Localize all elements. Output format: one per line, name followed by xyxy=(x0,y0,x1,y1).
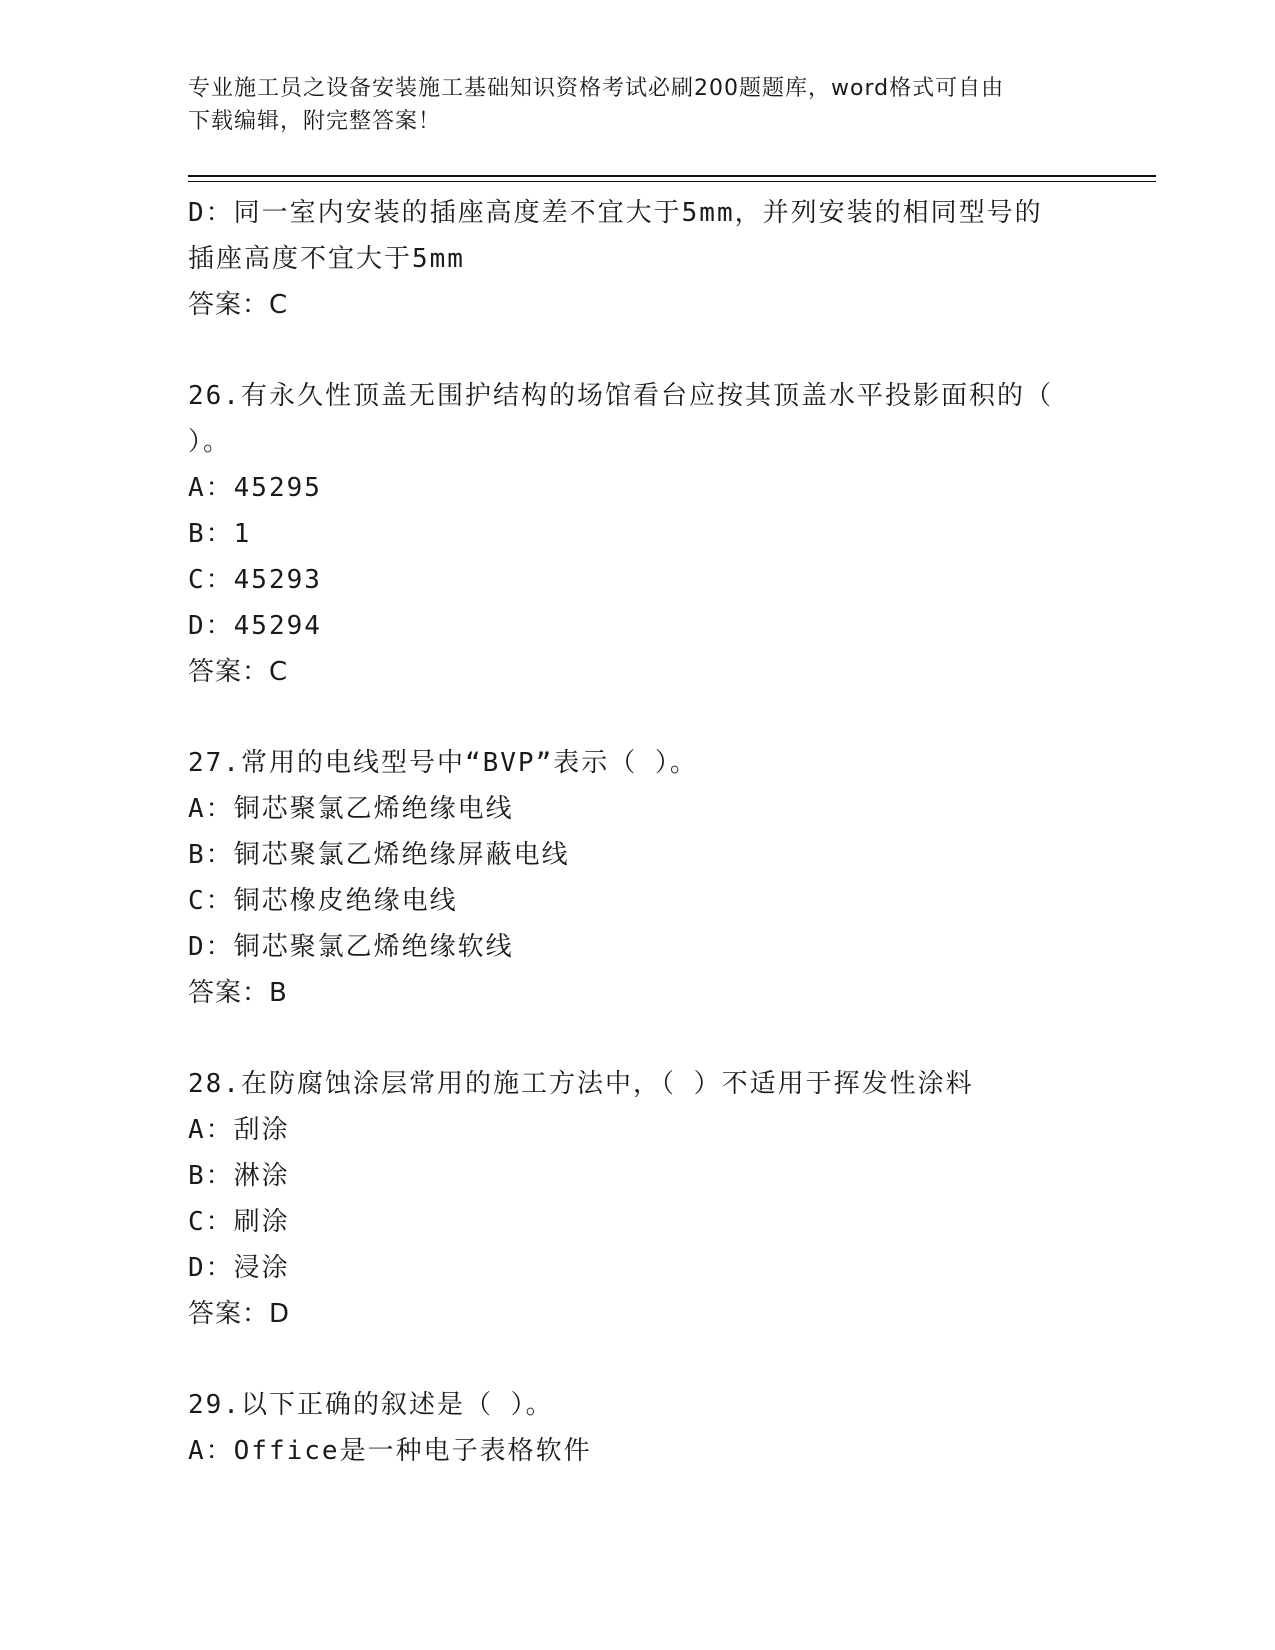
option-d: D：铜芯聚氯乙烯绝缘软线 xyxy=(188,932,514,962)
option-b: B：1 xyxy=(188,519,252,549)
answer-value: D xyxy=(269,1299,291,1329)
question-25-continuation xyxy=(188,190,1068,328)
question-content xyxy=(188,190,1068,1474)
option-c: C：刷涂 xyxy=(188,1207,290,1237)
question-stem: 29.以下正确的叙述是（ ）。 xyxy=(188,1390,554,1420)
header-title-line-2: 下载编辑，附完整答案！ xyxy=(188,109,442,134)
question-27 xyxy=(188,740,1068,1016)
option-d: D：浸涂 xyxy=(188,1253,290,1283)
question-stem: 28.在防腐蚀涂层常用的施工方法中，（ ）不适用于挥发性涂料 xyxy=(188,1069,974,1099)
option-d-continued: 插座高度不宜大于5mm xyxy=(188,244,465,274)
question-stem-continued: ）。 xyxy=(188,427,232,457)
question-stem: 27.常用的电线型号中“BVP”表示（ ）。 xyxy=(188,748,698,778)
option-a: A：45295 xyxy=(188,473,322,503)
option-a: A：Office是一种电子表格软件 xyxy=(188,1436,592,1466)
option-c: C：铜芯橡皮绝缘电线 xyxy=(188,886,458,916)
header-divider xyxy=(188,175,1156,177)
option-b: B：淋涂 xyxy=(188,1161,290,1191)
answer-label: 答案： xyxy=(188,1299,270,1329)
header-divider-thin xyxy=(188,181,1156,182)
document-header xyxy=(188,72,1068,138)
header-title-line-1: 专业施工员之设备安装施工基础知识资格考试必刷200题题库，word格式可自由 xyxy=(188,76,1005,101)
option-a: A：铜芯聚氯乙烯绝缘电线 xyxy=(188,794,514,824)
answer-line xyxy=(188,649,1068,695)
option-a: A：刮涂 xyxy=(188,1115,290,1145)
answer-value: C xyxy=(269,657,289,687)
answer-value: C xyxy=(269,290,289,320)
answer-line xyxy=(188,1291,1068,1337)
answer-label: 答案： xyxy=(188,657,270,687)
answer-value: B xyxy=(269,978,288,1008)
answer-label: 答案： xyxy=(188,290,270,320)
spacer xyxy=(188,328,1068,373)
question-stem: 26.有永久性顶盖无围护结构的场馆看台应按其顶盖水平投影面积的（ xyxy=(188,381,1053,411)
answer-line xyxy=(188,282,1068,328)
spacer xyxy=(188,1016,1068,1061)
option-d: D：同一室内安装的插座高度差不宜大于5mm，并列安装的相同型号的 xyxy=(188,198,1043,228)
question-26 xyxy=(188,373,1068,695)
question-28 xyxy=(188,1061,1068,1337)
option-c: C：45293 xyxy=(188,565,322,595)
spacer xyxy=(188,1337,1068,1382)
option-d: D：45294 xyxy=(188,611,322,641)
answer-line xyxy=(188,970,1068,1016)
answer-label: 答案： xyxy=(188,978,270,1008)
question-29 xyxy=(188,1382,1068,1474)
option-b: B：铜芯聚氯乙烯绝缘屏蔽电线 xyxy=(188,840,570,870)
spacer xyxy=(188,695,1068,740)
